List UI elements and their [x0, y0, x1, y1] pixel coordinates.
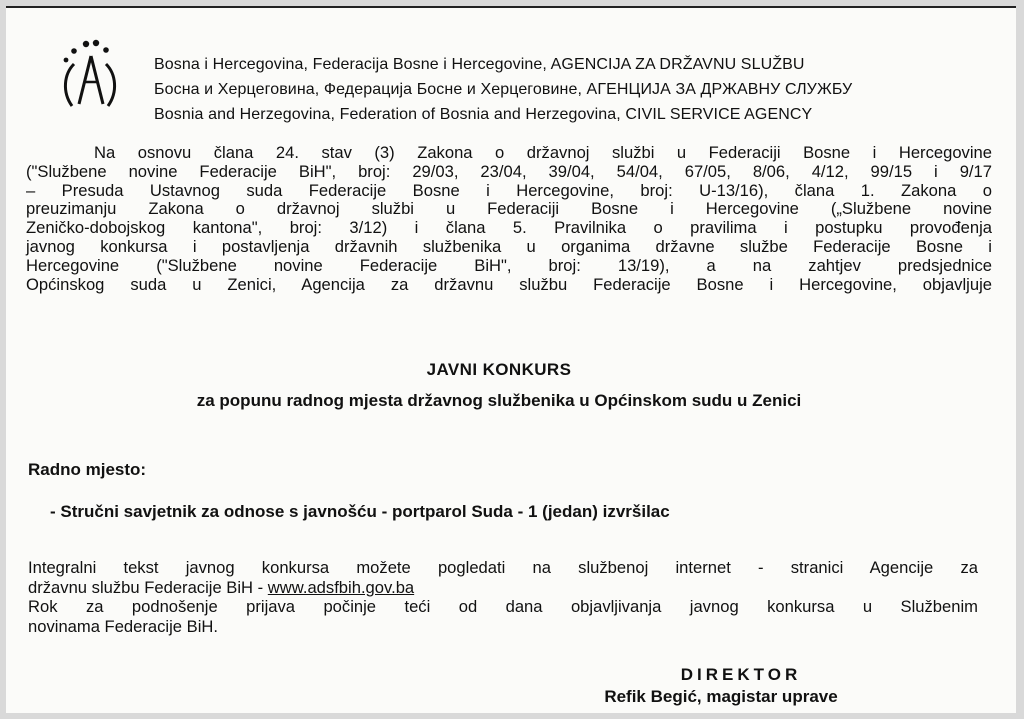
agency-line-bosnian: Bosna i Hercegovina, Federacija Bosne i Hercegovine, AGENCIJA ZA DRŽAVNU SLUŽBU — [154, 56, 805, 73]
intro-line: javnog konkursa i postavljenja državnih službenika u organima državne službe Federacije Bosne i — [26, 236, 992, 256]
intro-line: Na osnovu člana 24. stav (3) Zakona o državnoj službi u Federaciji Bosne i Hercegovine — [94, 143, 992, 162]
intro-line: – Presuda Ustavnog suda Federacije Bosne i Hercegovine, broj: U-13/16), člana 1. Zakona o — [26, 180, 992, 200]
document-title: JAVNI KONKURS — [426, 360, 572, 379]
document-page — [6, 6, 1016, 713]
intro-line: Zeničko-dobojskog kantona", broj: 3/12) i člana 5. Pravilnika o pravilima i postupku provođenja — [26, 218, 992, 238]
intro-line: Hercegovine ("Službene novine Federacije BiH", broj: 13/19), a na zahtjev predsjednice — [26, 255, 992, 275]
signature-role: DIREKTOR — [680, 665, 802, 684]
info-line: novinama Federacije BiH. — [28, 616, 218, 636]
agency-line-english: Bosnia and Herzegovina, Federation of Bosnia and Herzegovina, CIVIL SERVICE AGENCY — [154, 106, 813, 123]
position-item: - Stručni savjetnik za odnose s javnošću - portparol Suda - 1 (jedan) izvršilac — [50, 502, 670, 521]
agency-line-cyrillic: Босна и Херцеговина, Федерација Босне и Херцеговине, АГЕНЦИЈА ЗА ДРЖАВНУ СЛУЖБУ — [154, 81, 853, 98]
intro-line: preuzimanju Zakona o državnoj službi u Federaciji Bosne i Hercegovine („Službene novine — [26, 199, 992, 219]
info-line: Rok za podnošenje prijava počinje teći od dana objavljivanja javnog konkursa u Službenim — [28, 597, 978, 616]
intro-paragraph — [26, 144, 992, 294]
document-subtitle: za popunu radnog mjesta državnog službenika u Općinskom sudu u Zenici — [196, 391, 802, 410]
info-line-prefix: državnu službu Federacije BiH - — [28, 577, 268, 597]
info-paragraph — [28, 558, 978, 636]
agency-website-link[interactable]: www.adsfbih.gov.ba — [267, 577, 415, 597]
signature-name: Refik Begić, magistar uprave — [604, 687, 838, 706]
signature-block — [556, 664, 886, 708]
position-label: Radno mjesto: — [28, 460, 147, 479]
agency-header — [154, 52, 852, 127]
intro-line: Općinskog suda u Zenici, Agencija za državnu službu Federacije Bosne i Hercegovine, objavljuje — [26, 274, 992, 294]
intro-line: ("Službene novine Federacije BiH", broj: 29/03, 23/04, 39/04, 54/04, 67/05, 8/06, 4/12, 99/15 i 9/17 — [26, 161, 992, 181]
info-line: Integralni tekst javnog konkursa možete pogledati na službenoj internet - stranici Agencije za — [28, 558, 978, 577]
info-line — [28, 578, 978, 598]
agency-logo-icon — [44, 38, 134, 120]
